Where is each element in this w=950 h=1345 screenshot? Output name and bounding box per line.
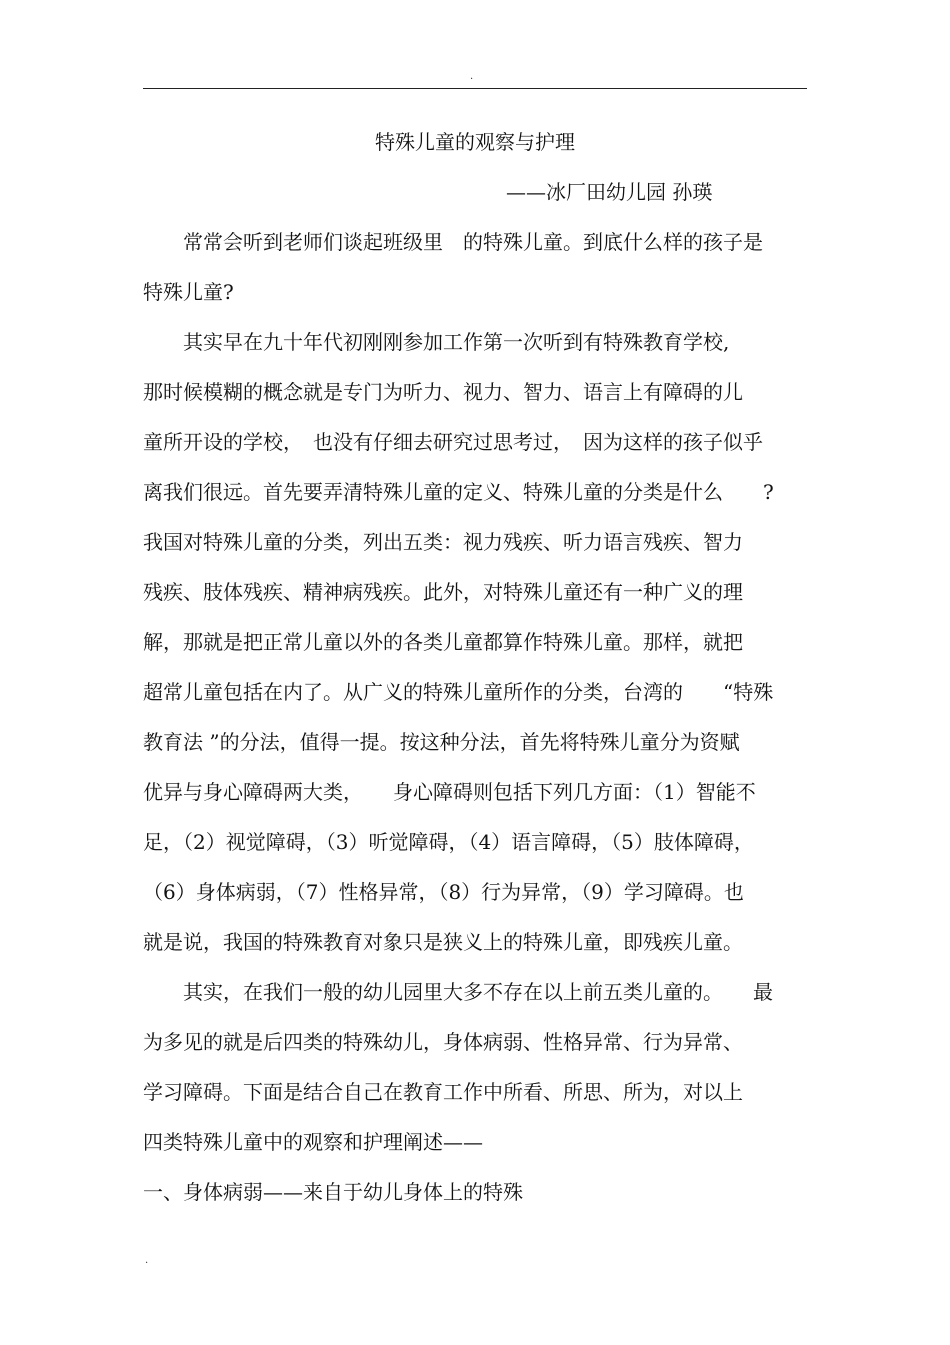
document-title: 特殊儿童的观察与护理 [375, 130, 575, 154]
text-line: 其实，在我们一般的幼儿园里大多不存在以上前五类儿童的。 最 [143, 980, 773, 1004]
text-line: 我国对特殊儿童的分类，列出五类：视力残疾、听力语言残疾、智力 [143, 530, 743, 554]
page-header-mark: . [470, 71, 474, 82]
header-rule [143, 88, 807, 89]
page-footer-mark: . [145, 1255, 149, 1266]
section-heading: 一、身体病弱——来自于幼儿身体上的特殊 [143, 1180, 523, 1204]
text-line: 四类特殊儿童中的观察和护理阐述—— [143, 1130, 483, 1154]
text-line: 为多见的就是后四类的特殊幼儿，身体病弱、性格异常、行为异常、 [143, 1030, 743, 1054]
text-line: 离我们很远。首先要弄清特殊儿童的定义、特殊儿童的分类是什么 ? [143, 480, 774, 504]
text-line: 解，那就是把正常儿童以外的各类儿童都算作特殊儿童。那样，就把 [143, 630, 743, 654]
text-line: 残疾、肢体残疾、精神病残疾。此外，对特殊儿童还有一种广义的理 [143, 580, 743, 604]
text-line: 常常会听到老师们谈起班级里 的特殊儿童。到底什么样的孩子是 [143, 230, 763, 254]
text-line: 足，（2）视觉障碍，（3）听觉障碍，（4）语言障碍，（5）肢体障碍， [143, 830, 754, 854]
text-line: 那时候模糊的概念就是专门为听力、视力、智力、语言上有障碍的儿 [143, 380, 743, 404]
author-byline: ——冰厂田幼儿园 孙瑛 [506, 180, 713, 204]
text-line: 特殊儿童? [143, 280, 234, 304]
text-line: 学习障碍。下面是结合自己在教育工作中所看、所思、所为，对以上 [143, 1080, 743, 1104]
text-line: 童所开设的学校， 也没有仔细去研究过思考过， 因为这样的孩子似乎 [143, 430, 763, 454]
text-line: （6）身体病弱，（7）性格异常，（8）行为异常，（9）学习障碍。也 [143, 880, 744, 904]
text-line: 教育法 ”的分法，值得一提。按这种分法，首先将特殊儿童分为资赋 [143, 730, 740, 754]
text-line: 超常儿童包括在内了。从广义的特殊儿童所作的分类，台湾的 “特殊 [143, 680, 774, 704]
text-line: 其实早在九十年代初刚刚参加工作第一次听到有特殊教育学校, [143, 330, 730, 354]
text-line: 优异与身心障碍两大类， 身心障碍则包括下列几方面：（1）智能不 [143, 780, 756, 804]
text-line: 就是说，我国的特殊教育对象只是狭义上的特殊儿童，即残疾儿童。 [143, 930, 743, 954]
